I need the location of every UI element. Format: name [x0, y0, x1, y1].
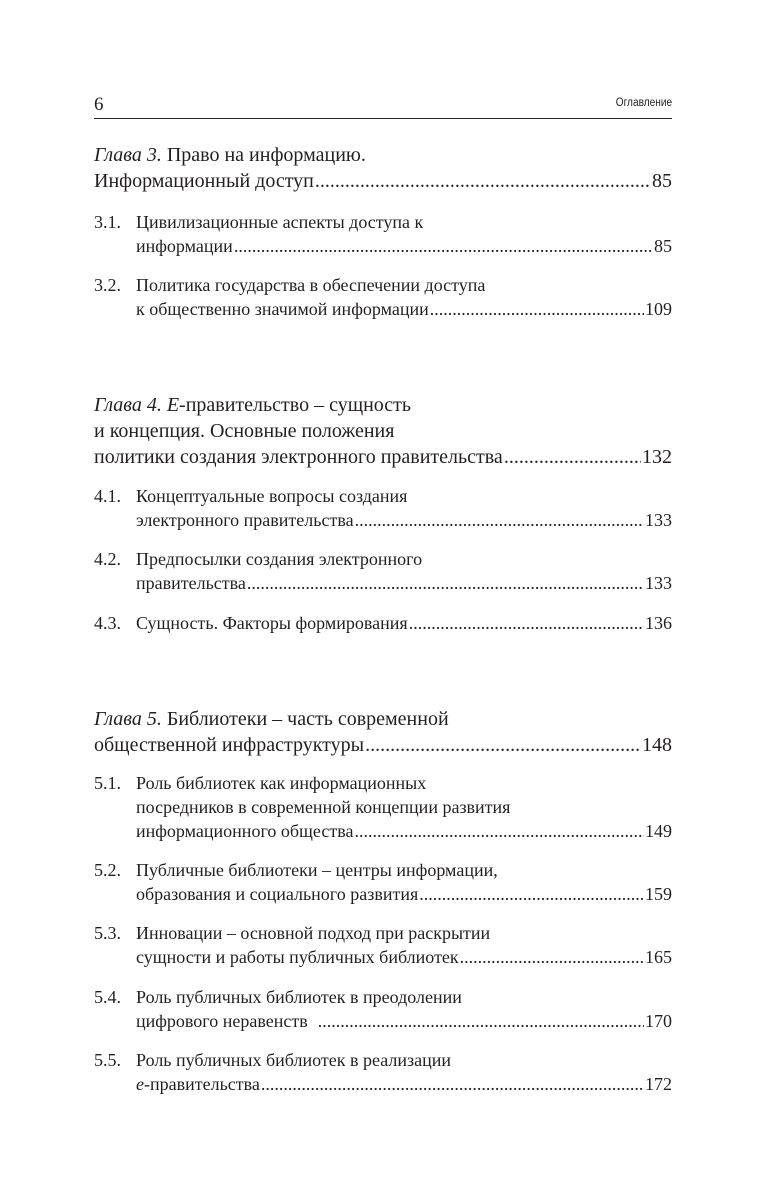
toc-entry-5-1[interactable]: 5.1. Роль библиотек как информационных	[94, 773, 427, 793]
chapter-label: Глава 3.	[94, 144, 162, 166]
page-ref: 133	[645, 573, 672, 593]
section-number: 4.3.	[94, 613, 121, 633]
chapter-5-title-line-2[interactable]: общественной инфраструктуры ..... 148	[94, 734, 672, 758]
toc-entry-5-2-cont[interactable]: образования и социального развития ..... 159	[94, 884, 672, 908]
section-number: 3.2.	[94, 275, 121, 295]
chapter-3-title-line-1: Глава 3. Право на информацию.	[94, 144, 366, 166]
toc-entry-5-5-cont[interactable]: е-правительства ..... 172	[94, 1074, 672, 1098]
toc-entry-3-2[interactable]: 3.2. Политика государства в обеспечении доступа	[94, 275, 486, 295]
section-number: 5.4.	[94, 987, 121, 1007]
page-ref: 159	[645, 884, 672, 904]
running-title: Оглавление	[615, 97, 672, 109]
toc-entry-5-5[interactable]: 5.5. Роль публичных библиотек в реализации	[94, 1050, 451, 1070]
page-ref: 165	[645, 947, 672, 967]
chapter-3-title-line-2[interactable]: Информационный доступ ..... 85	[94, 170, 672, 194]
toc-entry-4-3[interactable]: 4.3. Сущность. Факторы формирования ..... 136	[94, 613, 672, 637]
page-ref: 85	[654, 236, 672, 256]
toc-entry-4-2[interactable]: 4.2. Предпосылки создания электронного	[94, 549, 423, 569]
chapter-4-title-line-1: Глава 4. Е-правительство – сущность	[94, 394, 412, 416]
page-ref: 172	[645, 1074, 672, 1094]
toc-entry-5-3[interactable]: 5.3. Инновации – основной подход при раскрытии	[94, 923, 491, 943]
toc-entry-3-2-cont[interactable]: к общественно значимой информации ..... 109	[94, 299, 672, 323]
page-ref: 85	[652, 170, 672, 192]
chapter-4-title-line-3[interactable]: политики создания электронного правительства ..... 132	[94, 446, 672, 470]
page-ref: 109	[645, 299, 672, 319]
toc-entry-5-1-cont-2[interactable]: информационного общества ..... 149	[94, 821, 672, 845]
chapter-5-title-line-1: Глава 5. Библиотеки – часть современной	[94, 708, 449, 730]
leader-dots	[430, 299, 644, 320]
section-number: 5.1.	[94, 773, 121, 793]
section-number: 4.1.	[94, 486, 121, 506]
leader-dots	[419, 884, 644, 905]
leader-dots	[318, 1011, 644, 1032]
leader-dots	[261, 1074, 644, 1095]
leader-dots	[234, 236, 653, 257]
page-ref: 149	[645, 821, 672, 841]
leader-dots	[460, 947, 644, 968]
toc-entry-4-1[interactable]: 4.1. Концептуальные вопросы создания	[94, 486, 408, 506]
page-ref: 133	[645, 510, 672, 530]
leader-dots	[247, 573, 644, 594]
section-number: 5.2.	[94, 860, 121, 880]
page-ref: 136	[645, 613, 672, 633]
running-header	[94, 92, 672, 119]
toc-entry-5-4-cont[interactable]: цифрового неравенств ..... 170	[94, 1011, 672, 1035]
toc-entry-3-1-cont[interactable]: информации ..... 85	[94, 236, 672, 260]
page-ref: 148	[642, 734, 672, 756]
chapter-label: Глава 4. Е	[94, 394, 180, 416]
toc-entry-5-1-cont[interactable]: посредников в современной концепции развития	[136, 797, 511, 817]
toc-entry-5-3-cont[interactable]: сущности и работы публичных библиотек ..... 165	[94, 947, 672, 971]
leader-dots	[365, 734, 641, 757]
section-number: 4.2.	[94, 549, 121, 569]
chapter-4-title-line-2: и концепция. Основные положения	[94, 420, 395, 442]
leader-dots	[354, 821, 644, 842]
leader-dots	[355, 510, 644, 531]
toc-entry-5-2[interactable]: 5.2. Публичные библиотеки – центры информации,	[94, 860, 498, 880]
section-number: 5.5.	[94, 1050, 121, 1070]
leader-dots	[504, 446, 641, 469]
toc-entry-3-1[interactable]: 3.1. Цивилизационные аспекты доступа к	[94, 212, 424, 232]
toc-entry-4-2-cont[interactable]: правительства ..... 133	[94, 573, 672, 597]
toc-entry-5-4[interactable]: 5.4. Роль публичных библиотек в преодолении	[94, 987, 462, 1007]
section-number: 3.1.	[94, 212, 121, 232]
toc-entry-4-1-cont[interactable]: электронного правительства ..... 133	[94, 510, 672, 534]
page-number: 6	[94, 94, 104, 115]
section-number: 5.3.	[94, 923, 121, 943]
leader-dots	[315, 170, 651, 193]
chapter-label: Глава 5.	[94, 708, 162, 730]
page-ref: 132	[642, 446, 672, 468]
page-ref: 170	[645, 1011, 672, 1031]
leader-dots	[409, 613, 644, 634]
